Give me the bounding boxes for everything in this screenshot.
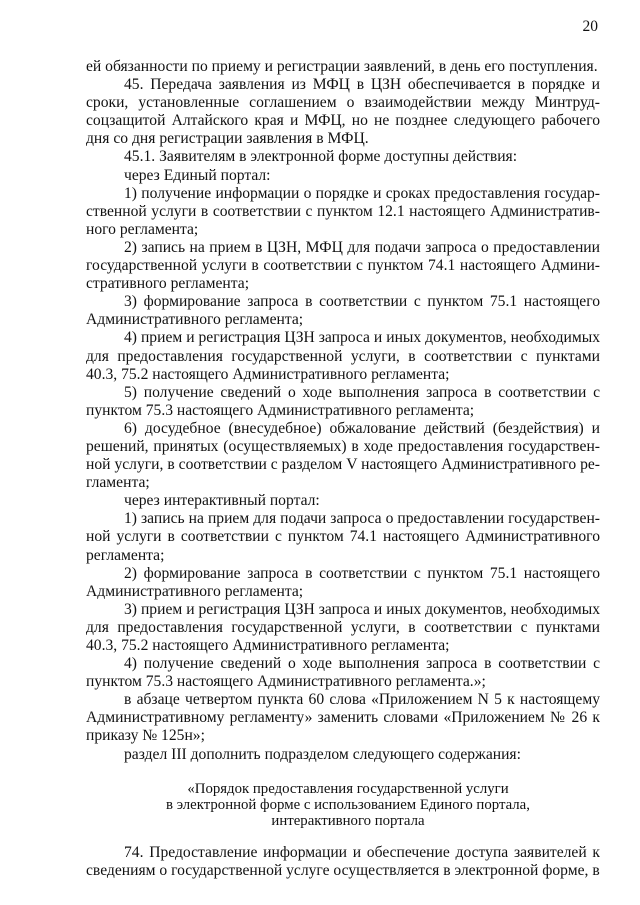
paragraph-amendment-60: в абзаце четвертом пункта 60 слова «Приложением N 5 к настоящему Административному регламенту» заменить словами «Приложением № 26 к приказу № 125н»;	[86, 691, 600, 745]
paragraph-amendment-section-3: раздел III дополнить подразделом следующего содержания:	[124, 745, 521, 763]
page-number: 20	[582, 18, 598, 35]
list-item: 2) формирование запроса в соответствии с пунктом 75.1 настоящего Административного регламента;	[86, 564, 600, 600]
list-item: 3) формирование запроса в соответствии с пунктом 75.1 настоящего Административного регламента;	[86, 293, 600, 329]
section-title-line: в электронной форме с использованием Единого портала,	[166, 796, 530, 813]
paragraph-unified-portal-heading: через Единый портал:	[124, 166, 271, 184]
list-item: 5) получение сведений о ходе выполнения запроса в соответствии с пунктом 75.3 настоящего Административного регламента;	[86, 383, 600, 419]
section-title-line: «Порядок предоставления государственной услуги	[187, 780, 509, 797]
paragraph-continuation: ей обязанности по приему и регистрации заявлений, в день его поступления.	[86, 58, 598, 75]
section-title	[86, 781, 600, 829]
document-body	[86, 58, 600, 880]
list-item: 1) запись на прием для подачи запроса о предоставлении государственной услуги в соответствии с пунктом 74.1 настоящего Административного регламента;	[86, 510, 600, 564]
list-item: 6) досудебное (внесудебное) обжалование действий (бездействия) и решений, принятых (осуществляемых) в ходе предоставления государственной услуги, в соответствии с разделом V настоящего Административного регламента;	[86, 419, 600, 492]
list-item: 2) запись на прием в ЦЗН, МФЦ для подачи запроса о предоставлении государственной услуги в соответствии с пунктом 74.1 настоящего Административного регламента;	[86, 238, 600, 293]
paragraph-item-45: 45. Передача заявления из МФЦ в ЦЗН обеспечивается в порядке и сроки, установленные соглашением о взаимодействии между Минтрудсоцзащитой Алтайского края и МФЦ, но не позднее следующего рабочего дня со дня регистрации заявления в МФЦ.	[86, 76, 600, 148]
list-item: 1) получение информации о порядке и сроках предоставления государственной услуги в соответствии с пунктом 12.1 настоящего Административного регламента;	[86, 184, 600, 238]
list-item: 4) прием и регистрация ЦЗН запроса и иных документов, необходимых для предоставления государственной услуги, в соответствии с пунктами 40.3, 75.2 настоящего Административного регламента;	[86, 329, 600, 383]
section-title-line: интерактивного портала	[271, 812, 425, 829]
paragraph-interactive-portal-heading: через интерактивный портал:	[124, 492, 320, 510]
paragraph-item-74: 74. Предоставление информации и обеспечение доступа заявителей к сведениям о государственной услуге осуществляется в электронной форме, в	[86, 843, 600, 879]
list-item: 4) получение сведений о ходе выполнения запроса в соответствии с пунктом 75.3 настоящего Административного регламента.»;	[86, 655, 600, 691]
list-item: 3) прием и регистрация ЦЗН запроса и иных документов, необходимых для предоставления государственной услуги, в соответствии с пунктами 40.3, 75.2 настоящего Административного регламента;	[86, 600, 600, 654]
paragraph-item-45-1: 45.1. Заявителям в электронной форме доступны действия:	[124, 148, 518, 166]
